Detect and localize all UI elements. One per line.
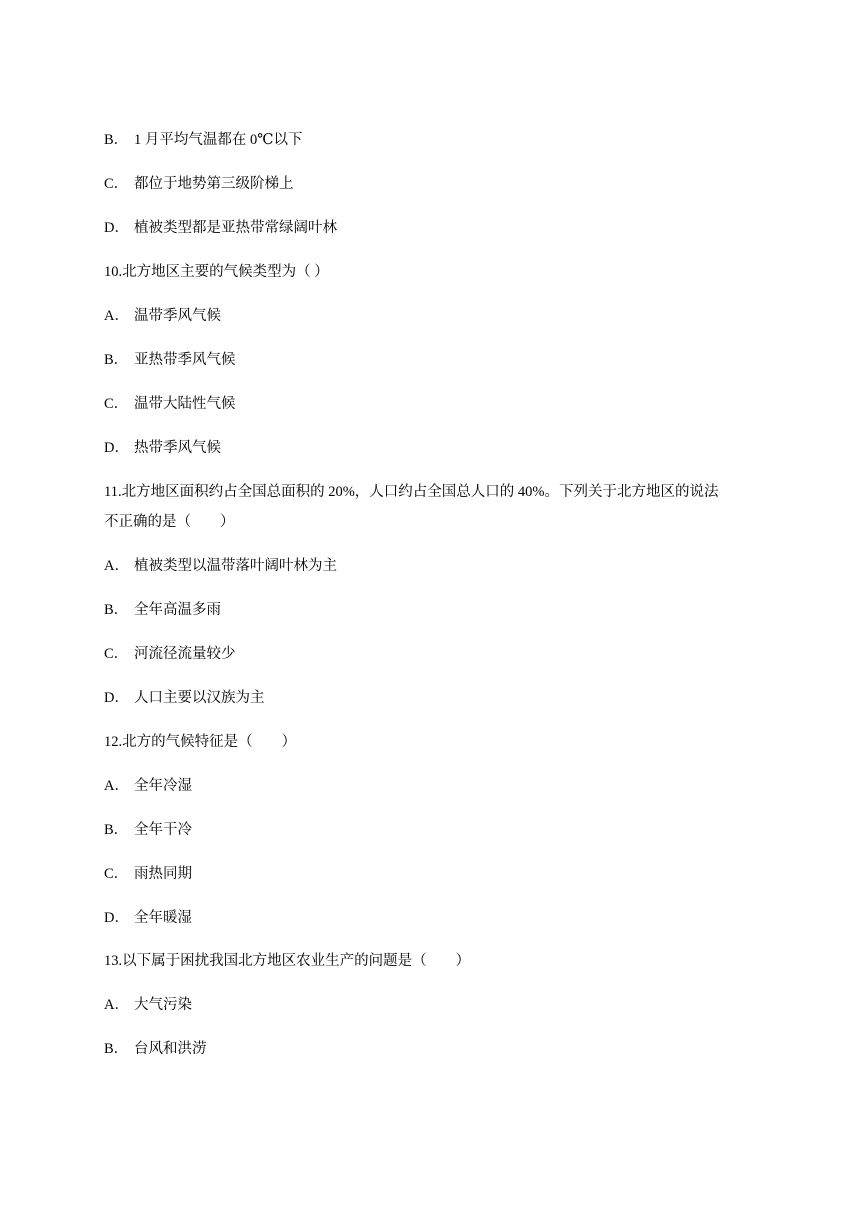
option-letter: A． — [104, 308, 129, 324]
option-letter: A． — [104, 997, 129, 1013]
option-letter: C． — [104, 866, 129, 882]
option-text: 1 月平均气温都在 0℃以下 — [134, 132, 303, 148]
option-text: 全年高温多雨 — [134, 602, 221, 618]
option-text: 雨热同期 — [134, 866, 192, 882]
option-text: 植被类型以温带落叶阔叶林为主 — [134, 558, 337, 574]
option-letter: A． — [104, 558, 129, 574]
option-13b — [104, 1039, 207, 1059]
option-10d — [104, 438, 221, 458]
question-12 — [104, 732, 296, 752]
question-text: 12.北方的气候特征是（ ） — [104, 734, 297, 750]
option-text: 亚热带季风气候 — [134, 352, 236, 368]
option-9c — [104, 174, 294, 194]
option-letter: B． — [104, 132, 129, 148]
question-text: 10.北方地区主要的气候类型为（ ） — [104, 264, 329, 280]
option-letter: B． — [104, 822, 129, 838]
question-13 — [104, 951, 470, 971]
option-letter: A． — [104, 778, 129, 794]
option-letter: D． — [104, 440, 129, 456]
option-12d — [104, 908, 192, 928]
option-12a — [104, 776, 192, 796]
option-text: 大气污染 — [134, 997, 192, 1013]
question-11-line1 — [104, 482, 719, 502]
option-text: 全年冷湿 — [134, 778, 192, 794]
option-text: 全年干冷 — [134, 822, 192, 838]
question-text: 不正确的是（ ） — [104, 514, 235, 530]
option-11d — [104, 688, 265, 708]
option-letter: B． — [104, 352, 129, 368]
option-10b — [104, 350, 236, 370]
option-11c — [104, 644, 236, 664]
option-text: 都位于地势第三级阶梯上 — [134, 176, 294, 192]
option-letter: C． — [104, 176, 129, 192]
option-text: 温带大陆性气候 — [134, 396, 236, 412]
option-letter: B． — [104, 1041, 129, 1057]
option-11b — [104, 600, 221, 620]
option-10a — [104, 306, 221, 326]
question-10 — [104, 262, 329, 282]
option-letter: C． — [104, 396, 129, 412]
option-12c — [104, 864, 192, 884]
option-11a — [104, 556, 337, 576]
question-text: 13.以下属于困扰我国北方地区农业生产的问题是（ ） — [104, 953, 471, 969]
option-text: 台风和洪涝 — [134, 1041, 207, 1057]
option-text: 热带季风气候 — [134, 440, 221, 456]
option-text: 河流径流量较少 — [134, 646, 236, 662]
option-letter: D． — [104, 910, 129, 926]
option-text: 植被类型都是亚热带常绿阔叶林 — [134, 220, 337, 236]
option-10c — [104, 394, 236, 414]
option-letter: C． — [104, 646, 129, 662]
option-letter: B． — [104, 602, 129, 618]
option-13a — [104, 995, 192, 1015]
option-text: 人口主要以汉族为主 — [134, 690, 265, 706]
option-letter: D． — [104, 220, 129, 236]
question-text: 11.北方地区面积约占全国总面积的 20%，人口约占全国总人口的 40%。下列关于北方地区的说法 — [104, 484, 719, 500]
option-text: 全年暖湿 — [134, 910, 192, 926]
option-9d — [104, 218, 337, 238]
option-letter: D． — [104, 690, 129, 706]
option-12b — [104, 820, 192, 840]
option-9b — [104, 130, 302, 150]
question-11-line2 — [104, 512, 235, 532]
option-text: 温带季风气候 — [134, 308, 221, 324]
